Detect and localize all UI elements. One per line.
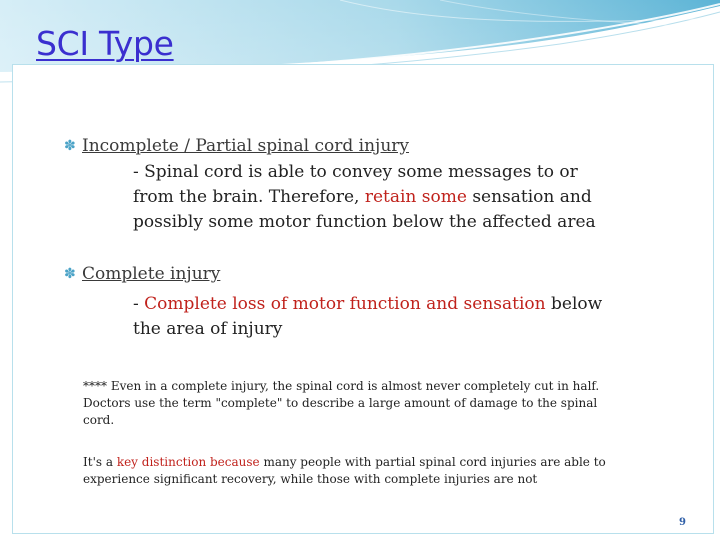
text-span: sensation and	[466, 187, 592, 207]
bullet-incomplete	[64, 136, 409, 156]
note-complete-injury	[83, 378, 599, 429]
text-span: many people with partial spinal cord injuries are able to	[259, 455, 606, 469]
bullet-icon: ✽	[64, 266, 76, 282]
note-line: Doctors use the term "complete" to describe a large amount of damage to the spinal	[83, 396, 598, 410]
note-key-distinction	[83, 454, 606, 488]
slide-title: SCI Type	[36, 24, 174, 63]
bullet-icon: ✽	[64, 138, 76, 154]
text-span: the area of injury	[133, 319, 283, 339]
note-line: **** Even in a complete injury, the spinal cord is almost never completely cut in half.	[83, 379, 600, 393]
text-span: It's a	[83, 455, 117, 469]
paragraph-line	[133, 317, 602, 342]
bullet-label-incomplete: Incomplete / Partial spinal cord injury	[82, 136, 410, 156]
page-number: 9	[679, 517, 686, 528]
text-span: -	[133, 294, 145, 314]
highlight-key-distinction: key distinction because	[116, 455, 260, 469]
note-line: experience significant recovery, while those with complete injuries are not	[83, 472, 538, 486]
note-line: cord.	[83, 413, 115, 427]
bullet-complete	[64, 264, 220, 284]
text-span: possibly some motor function below the affected area	[133, 212, 596, 232]
paragraph-complete	[133, 292, 602, 342]
paragraph-line	[133, 185, 596, 210]
text-span: from the brain. Therefore,	[133, 187, 365, 207]
paragraph-incomplete	[133, 160, 596, 235]
text-span: - Spinal cord is able to convey some messages to or	[133, 162, 578, 182]
paragraph-line	[133, 292, 602, 317]
text-span: below	[545, 294, 603, 314]
highlight-retain-some: retain some	[364, 187, 467, 207]
note-line	[83, 454, 606, 471]
paragraph-line	[133, 160, 596, 185]
paragraph-line	[133, 210, 596, 235]
bullet-label-complete: Complete injury	[82, 264, 221, 284]
highlight-complete-loss: Complete loss of motor function and sensation	[144, 294, 546, 314]
